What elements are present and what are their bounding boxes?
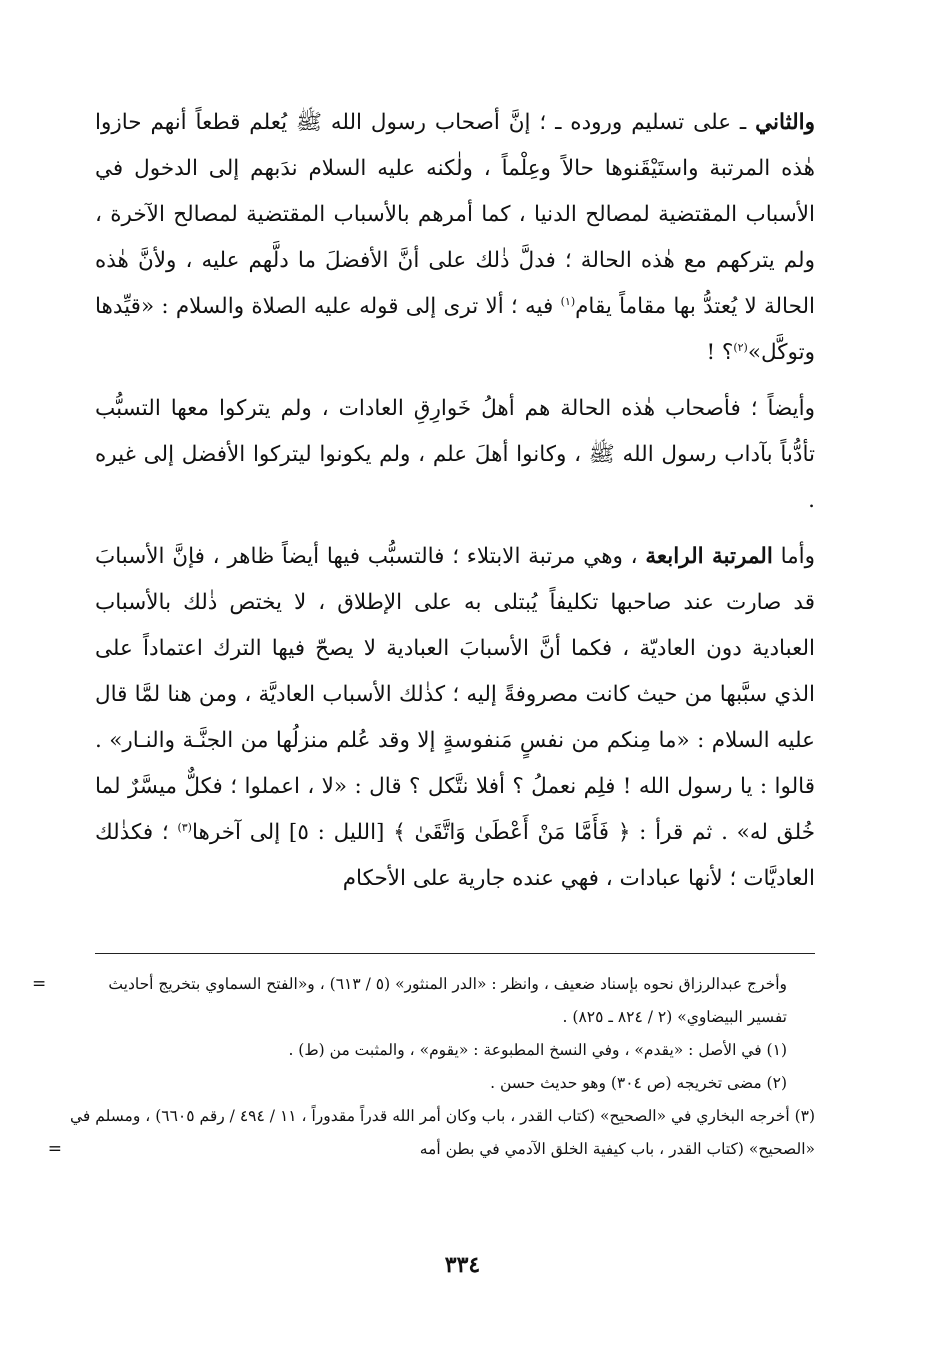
paragraph-second-point (95, 100, 815, 376)
paragraph-text-end: ؟ ! (706, 340, 734, 365)
paragraph-text-cont: ؛ فكذٰلك العاديَّات ؛ لأنها عبادات ، فهي عنده جارية على الأحكام (95, 820, 815, 891)
paragraph-text-start: وأما (772, 544, 816, 569)
paragraph-also (95, 386, 815, 524)
footnote-continuation-text: وأخرج عبدالرزاق نحوه بإسناد ضعيف ، وانظر : «الدر المنثور» (٥ / ٦١٣) ، و«الفتح السماوي بتخريج أحاديث تفسير البيضاوي» (٢ / ٨٢٤ ـ ٨٢٥) . (108, 975, 787, 1026)
main-text (95, 100, 815, 912)
paragraph-fourth-rank (95, 534, 815, 902)
footnotes (32, 968, 816, 1166)
footnote-3-text: (٣) أخرجه البخاري في «الصحيح» (كتاب القدر ، باب وكان أمر الله قدراً مقدوراً ، ١١ / ٤٩٤ / رقم ٦٦٠٥) ، ومسلم في «الصحيح» (كتاب القدر ، باب كيفية الخلق الآدمي في بطن أمه (70, 1107, 816, 1158)
footnote-divider (95, 953, 815, 954)
paragraph-term: المرتبة الرابعة (645, 544, 773, 569)
paragraph-lead: والثاني (755, 110, 815, 135)
page-number: ٣٣٤ (444, 1252, 481, 1278)
paragraph-text: ـ على تسليم وروده ـ ؛ إنَّ أصحاب رسول الله ﷺ يُعلم قطعاً أنهم حازوا هٰذه المرتبة واستَيْقَنوها حالاً وعِلْماً ، ولٰكنه عليه السلام ندَبهم إلى الدخول في الأسباب المقتضية لمصالح الدنيا ، كما أمرهم بالأسباب المقتضية لمصالح الآخرة ، ولم يتركهم مع هٰذه الحالة ؛ فدلَّ ذٰلك على أنَّ الأفضلَ ما دلَّهم عليه ، ولأنَّ هٰذه الحالة لا يُعتدُّ بها مقاماً يقام (95, 110, 816, 319)
footnote-1: (١) في الأصل : «يقدم» ، وفي النسخ المطبوعة : «يقوم» ، والمثبت من (ط) . (288, 1041, 787, 1059)
footnote-2: (٢) مضى تخريجه (ص ٣٠٤) وهو حديث حسن . (490, 1074, 787, 1092)
continuation-mark: = (32, 974, 47, 994)
paragraph-text: وأيضاً ؛ فأصحاب هٰذه الحالة هم أهلُ خَوارِقِ العادات ، ولم يتركوا معها التسبُّب تأدُّباً بآداب رسول الله ﷺ ، وكانوا أهلَ علم ، ولم يكونوا ليتركوا الأفضل إلى غيره . (95, 396, 815, 513)
footnote-ref-3: (٣) (177, 820, 192, 834)
paragraph-text-cont: فيه ؛ ألا ترى إلى قوله عليه الصلاة والسلام : «قيِّدها وتوكَّل» (95, 294, 815, 365)
paragraph-text: ، وهي مرتبة الابتلاء ؛ فالتسبُّب فيها أيضاً ظاهر ، فإنَّ الأسبابَ قد صارت عند صاحبها تكليفاً يُبتلى به على الإطلاق ، لا يختص ذٰلك بالأسباب العبادية دون العاديّة ، فكما أنَّ الأسبابَ العبادية لا يصحّ فيها الترك اعتماداً على الذي سبَّبها من حيث كانت مصروفةً إليه ؛ كذٰلك الأسباب العاديَّة ، ومن هنا لمَّا قال عليه السلام : «ما مِنكم من نفسٍ مَنفوسةٍ إلا وقد عُلم منزلُها من الجنَّـة والنـار» . قالوا : يا رسول الله ! فلِم نعملُ ؟ أفلا نتَّكل ؟ قال : «لا ، اعملوا ؛ فكلٌّ ميسَّرٌ لما خُلق له» . ثم قرأ : ﴿ فَأَمَّا مَنْ أَعْطَىٰ وَاتَّقَىٰ ﴾ [الليل : ٥] إلى آخرها (95, 544, 815, 845)
footnote-3 (47, 1100, 816, 1166)
footnote-ref-2: (٢) (733, 340, 748, 354)
footnote-continuation (32, 968, 815, 1034)
footnote-ref-1: (١) (560, 294, 576, 308)
end-continuation-mark: = (47, 1139, 62, 1159)
